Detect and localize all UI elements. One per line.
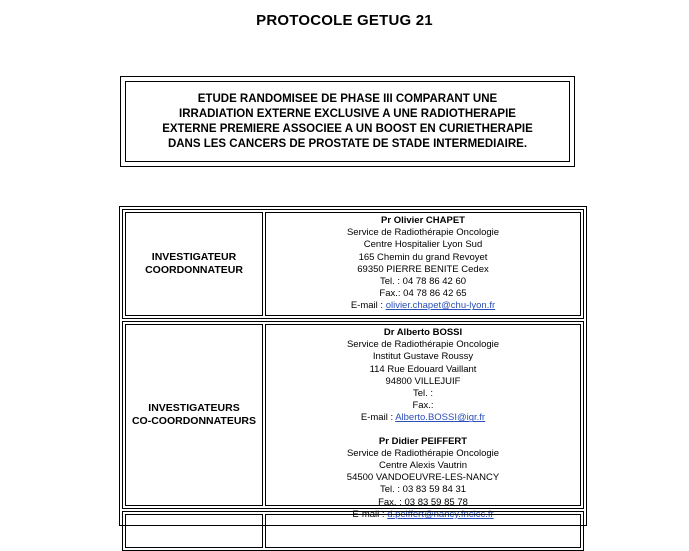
study-title-line: ETUDE RANDOMISEE DE PHASE III COMPARANT UNE <box>197 92 498 105</box>
contact-fax: Fax. : 03 83 59 85 78 <box>378 496 468 508</box>
contact-name: Dr Alberto BOSSI <box>383 327 463 338</box>
role-label-empty <box>125 514 263 548</box>
study-title <box>125 81 570 162</box>
contact-name: Pr Olivier CHAPET <box>381 215 465 226</box>
contact-address: 165 Chemin du grand Revoyet <box>358 251 488 263</box>
role-label-co-coordinators <box>125 324 263 506</box>
study-title-line: DANS LES CANCERS DE PROSTATE DE STADE INTERMEDIAIRE. <box>167 137 528 150</box>
email-label: E-mail : <box>350 300 386 312</box>
email-label: E-mail : <box>360 412 396 424</box>
email-link[interactable]: d.peiffert@nancy.fnclcc.fr <box>387 508 494 520</box>
contact-tel: Tel. : 04 78 86 42 60 <box>379 276 467 288</box>
contact-email-line <box>266 300 580 312</box>
contact-tel: Tel. : 03 83 59 84 31 <box>379 484 467 496</box>
contact-block <box>266 434 580 521</box>
table-row <box>122 209 584 319</box>
contact-fax: Fax.: 04 78 86 42 65 <box>379 288 467 300</box>
contact-center: Institut Gustave Roussy <box>372 351 474 363</box>
investigators-table <box>119 206 587 526</box>
contact-block <box>266 213 580 313</box>
contact-service: Service de Radiothérapie Oncologie <box>346 339 500 351</box>
study-title-line: IRRADIATION EXTERNE EXCLUSIVE A UNE RADIOTHERAPIE <box>179 107 516 120</box>
contact-city: 54500 VANDOEUVRE-LES-NANCY <box>346 472 500 484</box>
contact-block <box>266 325 580 425</box>
role-label-line: INVESTIGATEURS <box>148 402 240 414</box>
contact-service: Service de Radiothérapie Oncologie <box>346 447 500 459</box>
email-link[interactable]: olivier.chapet@chu-lyon.fr <box>385 300 496 312</box>
role-label-coordinator <box>125 212 263 316</box>
study-title-box <box>120 76 575 167</box>
contact-fax: Fax.: <box>412 400 434 412</box>
table-row <box>122 321 584 520</box>
table-row <box>122 508 584 551</box>
contact-cell <box>265 212 581 316</box>
contact-email-line <box>266 412 580 424</box>
contact-center: Centre Hospitalier Lyon Sud <box>363 239 483 251</box>
role-label-line: INVESTIGATEUR <box>151 251 237 263</box>
contact-address: 114 Rue Edouard Vaillant <box>369 363 477 375</box>
role-label-line: COORDONNATEUR <box>145 264 243 276</box>
email-label: E-mail : <box>352 508 388 520</box>
protocol-title: PROTOCOLE GETUG 21 <box>256 12 433 29</box>
email-link[interactable]: Alberto.BOSSI@igr.fr <box>395 412 486 424</box>
contact-service: Service de Radiothérapie Oncologie <box>346 227 500 239</box>
contact-cell <box>265 514 581 548</box>
contact-center: Centre Alexis Vautrin <box>378 460 467 472</box>
contact-city: 69350 PIERRE BENITE Cedex <box>357 263 489 275</box>
study-title-line: EXTERNE PREMIERE ASSOCIEE A UN BOOST EN CURIETHERAPIE <box>162 122 533 135</box>
contact-tel: Tel. : <box>412 388 434 400</box>
contact-city: 94800 VILLEJUIF <box>385 375 461 387</box>
role-label-line: CO-COORDONNATEURS <box>131 415 257 427</box>
contact-name: Pr Didier PEIFFERT <box>378 435 468 447</box>
contact-cell <box>265 324 581 520</box>
